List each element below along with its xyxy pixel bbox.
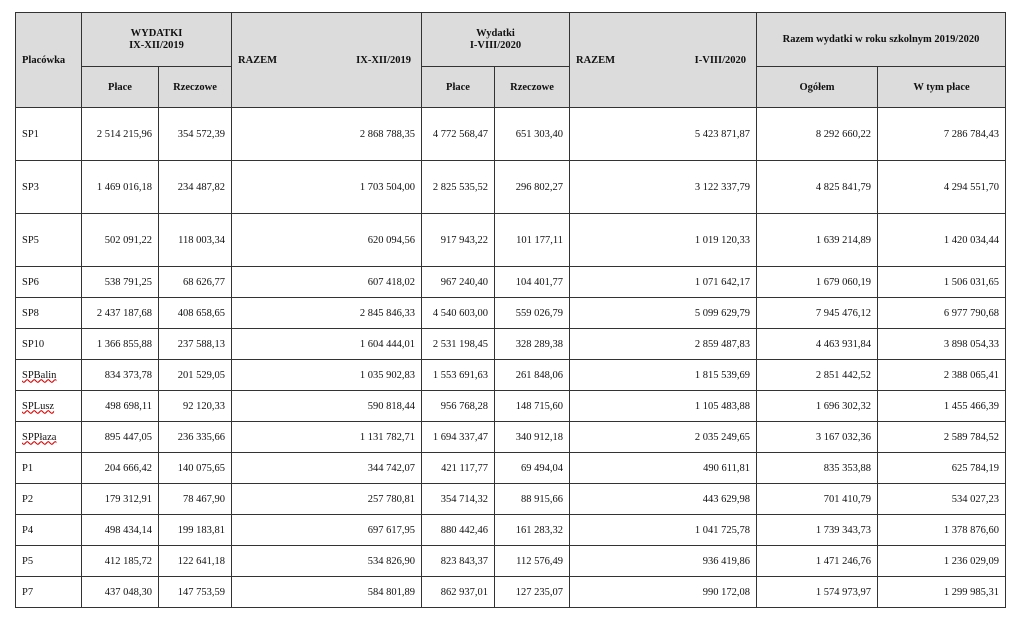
- cell-ogolem: 1 574 973,97: [757, 577, 878, 608]
- cell-place19: 498 698,11: [82, 391, 159, 422]
- cell-placowka: SP6: [16, 267, 82, 298]
- cell-razem20: 1 019 120,33: [570, 214, 757, 267]
- table-row: [16, 161, 1006, 214]
- cell-place20: 862 937,01: [422, 577, 495, 608]
- table-row: [16, 577, 1006, 608]
- cell-rzecz19: 92 120,33: [159, 391, 232, 422]
- table-row: [16, 484, 1006, 515]
- cell-place20: 421 117,77: [422, 453, 495, 484]
- cell-rzecz19: 354 572,39: [159, 108, 232, 161]
- cell-rzecz20: 161 283,32: [495, 515, 570, 546]
- cell-razem20: 990 172,08: [570, 577, 757, 608]
- cell-ogolem: 1 471 246,76: [757, 546, 878, 577]
- cell-razem19: 584 801,89: [232, 577, 422, 608]
- cell-razem19: 607 418,02: [232, 267, 422, 298]
- cell-rzecz19: 68 626,77: [159, 267, 232, 298]
- cell-rzecz19: 122 641,18: [159, 546, 232, 577]
- expenses-table: [15, 12, 1006, 608]
- cell-ogolem: 701 410,79: [757, 484, 878, 515]
- cell-rzecz19: 140 075,65: [159, 453, 232, 484]
- cell-wtym: 6 977 790,68: [878, 298, 1006, 329]
- cell-razem19: 1 035 902,83: [232, 360, 422, 391]
- cell-place19: 538 791,25: [82, 267, 159, 298]
- cell-place19: 895 447,05: [82, 422, 159, 453]
- cell-place20: 880 442,46: [422, 515, 495, 546]
- cell-rzecz20: 559 026,79: [495, 298, 570, 329]
- cell-razem19: 344 742,07: [232, 453, 422, 484]
- cell-rzecz20: 296 802,27: [495, 161, 570, 214]
- cell-place19: 502 091,22: [82, 214, 159, 267]
- cell-rzecz19: 237 588,13: [159, 329, 232, 360]
- cell-razem20: 490 611,81: [570, 453, 757, 484]
- cell-razem19: 1 131 782,71: [232, 422, 422, 453]
- cell-razem20: 5 099 629,79: [570, 298, 757, 329]
- cell-place19: 179 312,91: [82, 484, 159, 515]
- cell-wtym: 625 784,19: [878, 453, 1006, 484]
- table-row: [16, 329, 1006, 360]
- cell-razem19: 1 703 504,00: [232, 161, 422, 214]
- cell-razem19: 1 604 444,01: [232, 329, 422, 360]
- cell-place20: 4 540 603,00: [422, 298, 495, 329]
- cell-placowka: SPPłaza: [16, 422, 82, 453]
- header-rzeczowe-2020: Rzeczowe: [495, 67, 570, 108]
- cell-place20: 1 694 337,47: [422, 422, 495, 453]
- header-w-tym-place: W tym płace: [878, 67, 1006, 108]
- cell-place20: 956 768,28: [422, 391, 495, 422]
- cell-wtym: 3 898 054,33: [878, 329, 1006, 360]
- cell-place19: 2 514 215,96: [82, 108, 159, 161]
- cell-place19: 834 373,78: [82, 360, 159, 391]
- cell-wtym: 2 388 065,41: [878, 360, 1006, 391]
- header-rzeczowe-2019: Rzeczowe: [159, 67, 232, 108]
- cell-placowka: SP1: [16, 108, 82, 161]
- header-razem-2020: RAZEM I-VIII/2020: [570, 13, 757, 108]
- cell-place19: 1 366 855,88: [82, 329, 159, 360]
- cell-place20: 917 943,22: [422, 214, 495, 267]
- cell-wtym: 1 506 031,65: [878, 267, 1006, 298]
- cell-place19: 2 437 187,68: [82, 298, 159, 329]
- cell-wtym: 534 027,23: [878, 484, 1006, 515]
- cell-place20: 2 825 535,52: [422, 161, 495, 214]
- cell-ogolem: 1 739 343,73: [757, 515, 878, 546]
- cell-rzecz20: 651 303,40: [495, 108, 570, 161]
- cell-wtym: 1 420 034,44: [878, 214, 1006, 267]
- table-row: [16, 108, 1006, 161]
- header-razem-rok: Razem wydatki w roku szkolnym 2019/2020: [757, 13, 1006, 67]
- cell-ogolem: 4 463 931,84: [757, 329, 878, 360]
- header-placowka: Placówka: [16, 13, 82, 108]
- cell-razem20: 3 122 337,79: [570, 161, 757, 214]
- cell-place20: 4 772 568,47: [422, 108, 495, 161]
- cell-ogolem: 1 679 060,19: [757, 267, 878, 298]
- table-body: [16, 108, 1006, 608]
- cell-razem20: 5 423 871,87: [570, 108, 757, 161]
- cell-wtym: 1 455 466,39: [878, 391, 1006, 422]
- cell-razem19: 257 780,81: [232, 484, 422, 515]
- cell-ogolem: 8 292 660,22: [757, 108, 878, 161]
- cell-place19: 1 469 016,18: [82, 161, 159, 214]
- table-row: [16, 360, 1006, 391]
- cell-rzecz20: 69 494,04: [495, 453, 570, 484]
- cell-rzecz20: 148 715,60: [495, 391, 570, 422]
- cell-placowka: SP8: [16, 298, 82, 329]
- table-row: [16, 546, 1006, 577]
- cell-razem20: 936 419,86: [570, 546, 757, 577]
- cell-place20: 1 553 691,63: [422, 360, 495, 391]
- cell-placowka: SP5: [16, 214, 82, 267]
- cell-rzecz19: 118 003,34: [159, 214, 232, 267]
- cell-razem19: 2 868 788,35: [232, 108, 422, 161]
- cell-place20: 354 714,32: [422, 484, 495, 515]
- cell-place20: 823 843,37: [422, 546, 495, 577]
- cell-place20: 967 240,40: [422, 267, 495, 298]
- table-row: [16, 453, 1006, 484]
- table-row: [16, 267, 1006, 298]
- cell-razem19: 2 845 846,33: [232, 298, 422, 329]
- cell-wtym: 1 378 876,60: [878, 515, 1006, 546]
- cell-place19: 204 666,42: [82, 453, 159, 484]
- cell-razem20: 2 035 249,65: [570, 422, 757, 453]
- cell-rzecz20: 101 177,11: [495, 214, 570, 267]
- cell-razem20: 1 071 642,17: [570, 267, 757, 298]
- cell-placowka: P4: [16, 515, 82, 546]
- cell-placowka: P5: [16, 546, 82, 577]
- header-place-2020: Płace: [422, 67, 495, 108]
- cell-rzecz19: 236 335,66: [159, 422, 232, 453]
- cell-ogolem: 7 945 476,12: [757, 298, 878, 329]
- cell-wtym: 1 299 985,31: [878, 577, 1006, 608]
- cell-razem20: 443 629,98: [570, 484, 757, 515]
- cell-placowka: SP3: [16, 161, 82, 214]
- cell-ogolem: 835 353,88: [757, 453, 878, 484]
- cell-place19: 498 434,14: [82, 515, 159, 546]
- header-wydatki-2019: WYDATKI IX-XII/2019: [82, 13, 232, 67]
- cell-ogolem: 4 825 841,79: [757, 161, 878, 214]
- cell-rzecz20: 112 576,49: [495, 546, 570, 577]
- cell-placowka: SP10: [16, 329, 82, 360]
- cell-placowka: P7: [16, 577, 82, 608]
- cell-rzecz20: 104 401,77: [495, 267, 570, 298]
- cell-placowka: SPLusz: [16, 391, 82, 422]
- cell-wtym: 4 294 551,70: [878, 161, 1006, 214]
- cell-wtym: 1 236 029,09: [878, 546, 1006, 577]
- cell-razem19: 697 617,95: [232, 515, 422, 546]
- cell-ogolem: 1 696 302,32: [757, 391, 878, 422]
- table-row: [16, 298, 1006, 329]
- cell-rzecz19: 201 529,05: [159, 360, 232, 391]
- cell-wtym: 2 589 784,52: [878, 422, 1006, 453]
- cell-razem19: 620 094,56: [232, 214, 422, 267]
- table-row: [16, 422, 1006, 453]
- cell-razem20: 1 815 539,69: [570, 360, 757, 391]
- cell-razem20: 1 041 725,78: [570, 515, 757, 546]
- table-row: [16, 214, 1006, 267]
- header-ogolem: Ogółem: [757, 67, 878, 108]
- cell-ogolem: 2 851 442,52: [757, 360, 878, 391]
- table-row: [16, 515, 1006, 546]
- cell-rzecz19: 234 487,82: [159, 161, 232, 214]
- cell-razem19: 590 818,44: [232, 391, 422, 422]
- cell-razem20: 1 105 483,88: [570, 391, 757, 422]
- cell-rzecz19: 147 753,59: [159, 577, 232, 608]
- header-wydatki-2020: Wydatki I-VIII/2020: [422, 13, 570, 67]
- cell-placowka: P2: [16, 484, 82, 515]
- cell-rzecz20: 127 235,07: [495, 577, 570, 608]
- table-row: [16, 391, 1006, 422]
- cell-wtym: 7 286 784,43: [878, 108, 1006, 161]
- cell-rzecz20: 340 912,18: [495, 422, 570, 453]
- cell-rzecz20: 261 848,06: [495, 360, 570, 391]
- cell-rzecz20: 328 289,38: [495, 329, 570, 360]
- cell-rzecz19: 199 183,81: [159, 515, 232, 546]
- cell-rzecz19: 408 658,65: [159, 298, 232, 329]
- cell-ogolem: 1 639 214,89: [757, 214, 878, 267]
- header-place-2019: Płace: [82, 67, 159, 108]
- cell-ogolem: 3 167 032,36: [757, 422, 878, 453]
- cell-place20: 2 531 198,45: [422, 329, 495, 360]
- cell-placowka: P1: [16, 453, 82, 484]
- cell-place19: 412 185,72: [82, 546, 159, 577]
- cell-rzecz20: 88 915,66: [495, 484, 570, 515]
- cell-place19: 437 048,30: [82, 577, 159, 608]
- header-razem-2019: RAZEM IX-XII/2019: [232, 13, 422, 108]
- cell-rzecz19: 78 467,90: [159, 484, 232, 515]
- cell-razem19: 534 826,90: [232, 546, 422, 577]
- cell-razem20: 2 859 487,83: [570, 329, 757, 360]
- cell-placowka: SPBalin: [16, 360, 82, 391]
